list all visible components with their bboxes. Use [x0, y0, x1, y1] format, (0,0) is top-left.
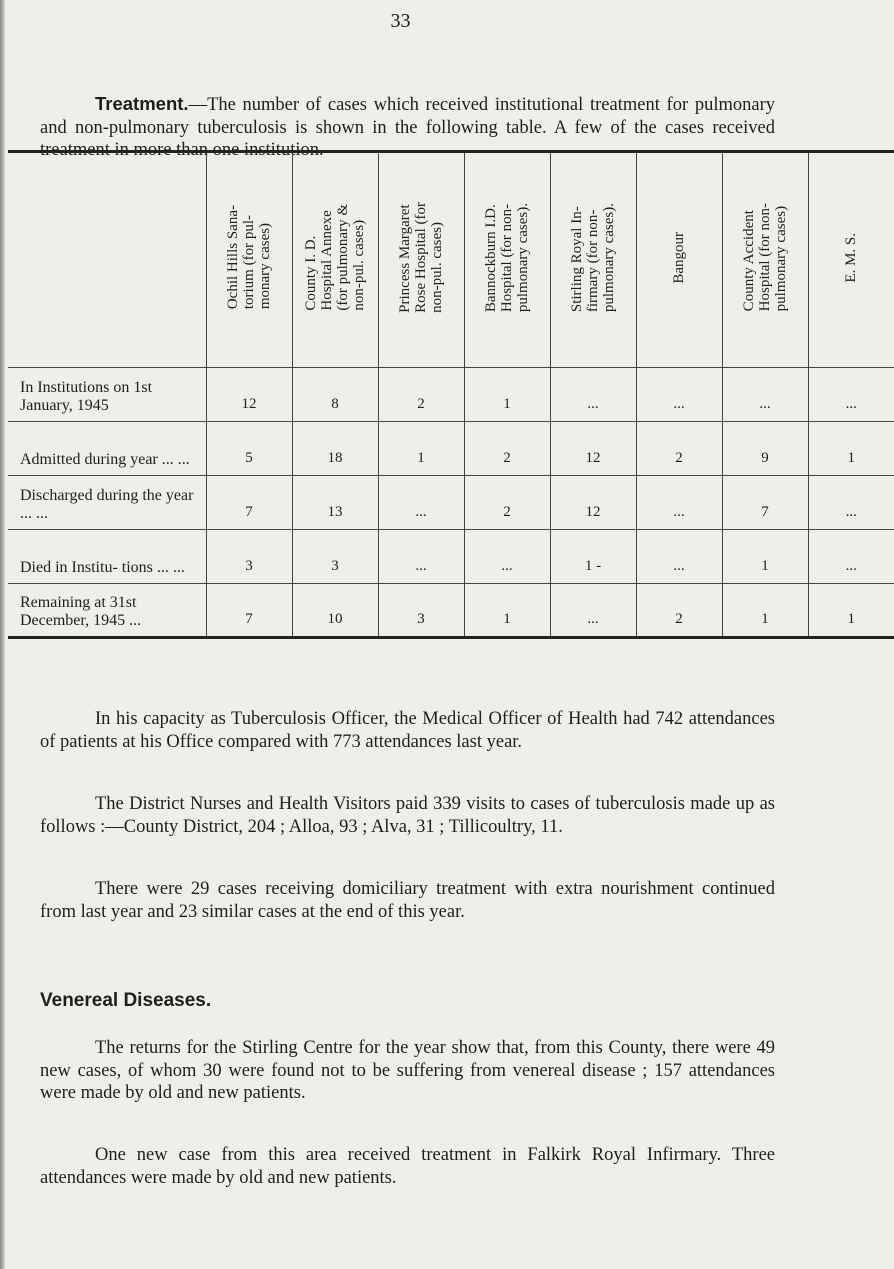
table-cell: 2: [636, 422, 722, 476]
table-cell: ...: [464, 530, 550, 584]
table-cell: 18: [292, 422, 378, 476]
table-cell: 12: [206, 368, 292, 422]
table-cell: 1: [808, 584, 894, 638]
table-row: [8, 584, 894, 638]
table-cell: 2: [464, 476, 550, 530]
table-cell: 7: [206, 476, 292, 530]
row-label: Remaining at 31st December, 1945 ...: [20, 594, 142, 629]
tb-officer-paragraph: In his capacity as Tuberculosis Officer, the Medical Officer of Health had 742 attendances of patients at his Office compared with 773 attendances last year.: [40, 709, 775, 752]
column-header: Stirling Royal In- firmary (for non- pulmonary cases).: [550, 152, 636, 368]
page-edge: [0, 0, 5, 1269]
treatment-text: —The number of cases which received institutional treatment for pulmonary and non-pulmonary tuberculosis is shown in the following table. A few of the cases received treatment in more than one institution.: [40, 95, 775, 160]
table-row: [8, 530, 894, 584]
table-cell: 7: [206, 584, 292, 638]
table-cell: 8: [292, 368, 378, 422]
column-header: Princess Margaret Rose Hospital (for non-pul. cases): [378, 152, 464, 368]
row-label: In Institutions on 1st January, 1945: [20, 379, 153, 414]
table-cell: 1: [378, 422, 464, 476]
table-cell: ...: [550, 584, 636, 638]
table-cell: 5: [206, 422, 292, 476]
institutions-table: [8, 150, 894, 639]
table-cell: 3: [378, 584, 464, 638]
treatment-heading: Treatment.: [95, 93, 189, 114]
venereal-returns-paragraph: The returns for the Stirling Centre for the year show that, from this County, there were 49 new cases, of whom 30 were found not to be suffering from venereal disease ; 157 attendances were made by old and new patients.: [40, 1038, 775, 1103]
table-cell: 12: [550, 422, 636, 476]
column-header: Bangour: [636, 152, 722, 368]
table-cell: 12: [550, 476, 636, 530]
row-label: Discharged during the year ... ...: [20, 487, 194, 522]
table-cell: 1 -: [550, 530, 636, 584]
table-cell: 9: [722, 422, 808, 476]
table-cell: 2: [464, 422, 550, 476]
header-blank: [8, 152, 206, 368]
table-cell: ...: [636, 476, 722, 530]
table-cell: ...: [550, 368, 636, 422]
table-cell: 1: [464, 368, 550, 422]
table-cell: ...: [808, 530, 894, 584]
domiciliary-paragraph: There were 29 cases receiving domiciliary treatment with extra nourishment continued from last year and 23 similar cases at the end of this year.: [40, 879, 775, 922]
venereal-heading: Venereal Diseases.: [40, 990, 212, 1011]
table-cell: 2: [378, 368, 464, 422]
page-number: 33: [390, 10, 411, 32]
table-cell: ...: [636, 530, 722, 584]
table-cell: 1: [722, 530, 808, 584]
nurses-visits-paragraph: The District Nurses and Health Visitors paid 339 visits to cases of tuberculosis made up as follows :—County District, 204 ; Alloa, 93 ; Alva, 31 ; Tillicoultry, 11.: [40, 794, 775, 837]
table-cell: 10: [292, 584, 378, 638]
table-cell: ...: [722, 368, 808, 422]
table-header-row: [8, 152, 894, 368]
table-row: [8, 368, 894, 422]
column-header: Ochil Hills Sana- torium (for pul- monary cases): [206, 152, 292, 368]
table-cell: 2: [636, 584, 722, 638]
table-cell: 1: [722, 584, 808, 638]
column-header: County I. D. Hospital Annexe (for pulmonary & non-pul. cases): [292, 152, 378, 368]
table-cell: 3: [206, 530, 292, 584]
table-row: [8, 422, 894, 476]
table-cell: 13: [292, 476, 378, 530]
falkirk-paragraph: One new case from this area received treatment in Falkirk Royal Infirmary. Three attendances were made by old and new patients.: [40, 1145, 775, 1188]
table-cell: 1: [808, 422, 894, 476]
table-cell: ...: [808, 476, 894, 530]
table-cell: ...: [808, 368, 894, 422]
table-cell: ...: [378, 530, 464, 584]
column-header: County Accident Hospital (for non- pulmonary cases): [722, 152, 808, 368]
table-cell: ...: [636, 368, 722, 422]
column-header: E. M. S.: [808, 152, 894, 368]
table-cell: ...: [378, 476, 464, 530]
table-cell: 7: [722, 476, 808, 530]
table-cell: 3: [292, 530, 378, 584]
row-label: Admitted during year ... ...: [20, 451, 190, 468]
row-label: Died in Institu- tions ... ...: [20, 559, 185, 576]
table-cell: 1: [464, 584, 550, 638]
column-header: Bannockburn I.D. Hospital (for non- pulmonary cases).: [464, 152, 550, 368]
table-row: [8, 476, 894, 530]
